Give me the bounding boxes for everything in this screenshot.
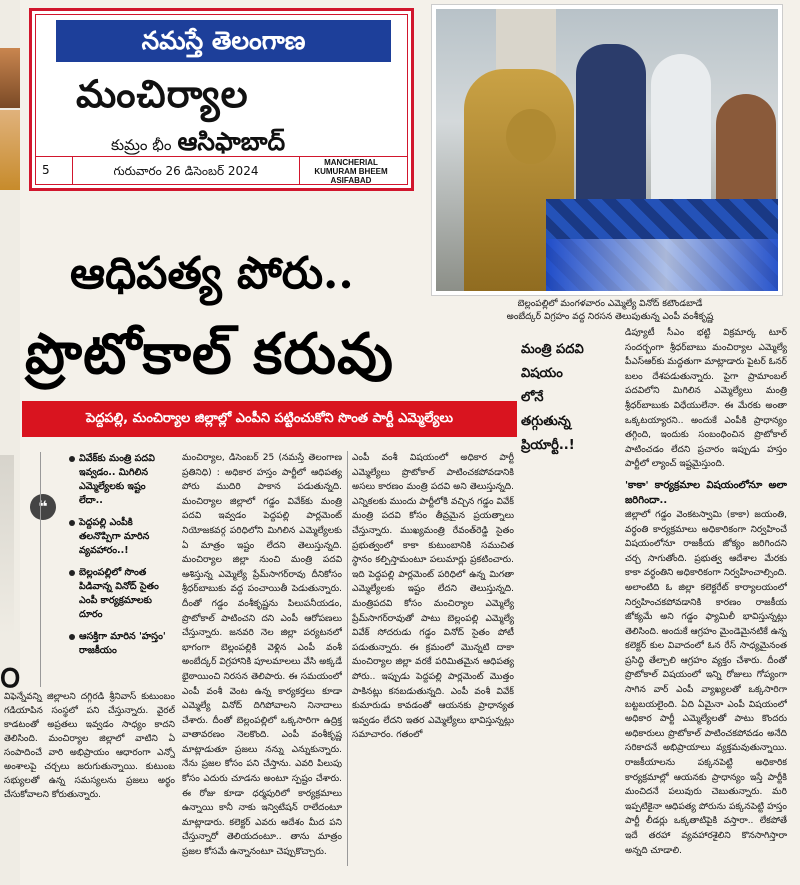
article-column-2 xyxy=(352,451,514,866)
caption-line: బెల్లంపల్లిలో మంగళవారం ఎమ్మెల్యే వినోద్ కటౌండబాడే xyxy=(517,299,703,309)
news-photo xyxy=(432,5,782,295)
edition-date: గురువారం 26 డిసెంబర్ 2024 xyxy=(72,157,300,185)
paper-name: నమస్తే తెలంగాణ xyxy=(56,20,391,62)
english-label-line: MANCHERIAL xyxy=(324,158,378,167)
article-paragraph: డిప్యూటీ సీఎం భట్టి విక్రమార్క టూర్ సందర్భంగా శ్రీధర్‌బాబు మంచిర్యాల ఎమ్మెల్యే పీఎస్‌ఆర్‌కు మద్దతుగా మాట్లాడారు పైటర్ ఓనర్ బలం దేశపడుతున్నారు. పైగా ప్రామాంబల్ పదవిలోని మిగిలిన ఎమ్మెల్యేలు మంత్రి శ్రీధర్‌బాబుకు విధేయులేనా. ఈ మేరకు అంతా ఒక్కటయ్యారని.. అందుకే ఎంపీకి ప్రాధాన్యం తగ్గింది, ఇందుకు సంబంధించిన ప్రొటోకాల్ పాటించడం లేదని ప్రచారం ఇప్పుడు హస్తం పార్టీలో ల్యాంచ్ ఇష్టమైస్తుంది. xyxy=(625,328,787,470)
side-note-line: ప్రియార్టీ..! xyxy=(521,438,575,453)
adjacent-photo xyxy=(0,110,20,190)
masthead-frame xyxy=(35,14,408,185)
highlight-item: బెల్లంపల్లిలో సొంత పిడివాన్న వినోద్ సైతం ఎంపీ కార్యక్రమాలకు దూరం xyxy=(69,566,170,622)
masthead-info-bar xyxy=(36,156,407,184)
article-paragraph: విఫెన్నేవన్ని జిల్లాలని దగ్గిరడి శ్రీనివాస్ కుటుంబం గడియాపిన సంస్థలో పని చేస్తున్నారు. వైరల్ కాడటంతో అప్రతలు ఇవ్వడం సాధ్యం కాదని తెలిసింది. మంచిర్యాల జిల్లాలో వాటిని ఏ సంపాదించే వారి అభిప్రాయం ఆధారంగా ఎన్నో అంశాలపై చర్చలు జరుగుతున్నాయి. కుటుంబ సభ్యులతో ఉన్న సమస్యలను ప్రజలు అర్థం చేసుకోవాలని కోరుతున్నారు. xyxy=(4,692,175,800)
article-paragraph: మంచిర్యాల, డిసెంబర్ 25 (నమస్తే తెలంగాణ ప్రతినిధి) : అధికార హస్తం పార్టీలో ఆధిపత్య పోరు ముదిరి పాకాన పడుతున్నది. మంచిర్యాల జిల్లాలో గడ్డం వివేక్‌కు మంత్రి పదవి ఇవ్వడం పెద్దపల్లి పార్లమెంట్ నియోజకవర్గ పరిధిలోని మిగిలిన ఎమ్మెల్యేలకు ఏ మాత్రం ఇష్టం లేదని తెలుస్తున్నది. మంచిర్యాల జిల్లా నుంచి మంత్రి పదవి ఆశిస్తున్న ఎమ్మెల్యే ప్రేమ్‌సాగర్‌రావు దీనికోసం శ్రీధర్‌బాబుకు వద్ద పంచాయితీ పెడుతున్నారు. దీంతో గడ్డం వంశీకృష్ణను పిలుపనీయడం, ప్రొటోకాల్ పాటించని దని ఎంపీ ఆరోపణలు చేస్తున్నారు. జనవరి నెల జిల్లా పర్యటనలో భాగంగా బెల్లంపల్లికి వెళ్లిన ఎంపీ వంశీ అంబేద్కర్ విగ్రహానికి పూలమాలలు వేసి అక్కడే భైఠాయించి నిరసన తెలిపారు. ఈ సమయంలో ఎంపీ వంశీ వెంట ఉన్న కార్యకర్తలు కూడా ఎమ్మెల్యే వినోద్ దిగిపోవాలని నినాదాలు చేశారు. దీంతో బెల్లంపల్లిలో ఒక్కసారిగా ఉద్రిక్త వాతావరణం నెలకొంది. ఎంపీ వంశీకృష్ణ మాట్లాడుతూ ప్రజలు నన్ను ఎన్నుకున్నారు. నేను ప్రజల కోసం పని చేస్తాను. ఎవరి పిలుపు కోసం ఎదురు చూడను అంటూ స్పష్టం చేశారు. ఈ రోజు కూడా ధర్మపురిలో కార్యక్రమాలు ఉన్నాయి కానీ నాకు ఇన్విటేషన్ రాలేదంటూ మాట్లాడారు. కలెక్టర్ ఎవరు ఆదేశం మీద పని చేస్తున్నారో తెలియదంటూ.. తాను మాత్రం ప్రజల కోసమే ఉన్నానంటూ చెప్పుకొచ్చారు. xyxy=(182,453,342,858)
subheadline-band: పెద్దపల్లి, మంచిర్యాల జిల్లాల్లో ఎంపీని పట్టించుకోని సొంత పార్టీ ఎమ్మెల్యేలు xyxy=(22,401,517,437)
article-paragraph: జిల్లాలో గడ్డం వెంకటస్వామి (కాకా) జయంతి, వర్ధంతి కార్యక్రమాలు అధికారికంగా నిర్వహించే విషయంలోనూ రాజకీయ జోక్యం జరిగిందని చర్చ సాగుతోంది. ప్రభుత్వ ఆదేశాల మేరకు కాకా వర్ధంతిని అధికారికంగా నిర్వహించాల్సింది. అలాంటిది ఓ జిల్లా కలెక్టరేట్ కార్యాలయంలో నిర్వహించకపోవడానికి కారణం రాజకీయ జోక్యమే అని గడ్డం ఫ్యామిలీ భావిస్తున్నట్లు తెలిసింది. అందుకే ఆగ్రహం మైండెమైనటికే ఉన్న కలెక్టర్ కుల వివాదంలో ఓన రేస్ సాధ్యమైనంత ప్రసిద్ధి తేల్చాలి ఆగ్రహం వ్యక్తం చేశారు. దీంతో ప్రొటోకాల్ విషయంలో ఇన్ని రోజులు గోప్యంగా సాగిన వార్ ఎంపీ వ్యాఖ్యలతో ఒక్కసారిగా బట్టబయలైంది. ఏది ఏమైనా ఎంపీ విషయంలో అధికార పార్టీ ఎమ్మెల్యేలతో పాటు కొందరు అధికారులు ప్రొటోకాల్ పాటించకపోవడం అనేది సరికాదనే అభిప్రాయాలు వ్యక్తమవుతున్నాయి. రాజకీయాలను పక్కనపెట్టి అధికారిక కార్యక్రమాల్లో ఆయనకు ప్రాధాన్యం ఇస్తే పార్టీకి మంచిదనే పలువురు చెబుతున్నారు. మరి ఇప్పటికైనా ఆధిపత్య పోరును పక్కనపెట్టి హస్తం పార్టీ లీడర్లు ఒక్కతాటిపైకి వస్తారా.. లేకపోతే ఇదే తరహా వ్యవహారశైలిని కొనసాగిస్తారా అన్నది చూడాలి. xyxy=(625,509,787,856)
side-note-line: తగ్గుతున్న xyxy=(521,414,571,429)
photo-flags xyxy=(546,239,782,295)
district-name: మంచిర్యాల xyxy=(76,71,249,116)
article-column-1 xyxy=(182,451,342,866)
side-note-line: లోనే xyxy=(521,390,544,405)
article-paragraph: ఎంపీ వంశీ విషయంలో అధికార పార్టీ ఎమ్మెల్యేలు ప్రొటోకాల్ పాటించకపోవడానికి అసలు కారణం మంత్రి పదవి అని తెలుస్తున్నది. ఎన్నికలకు ముందు పార్టీలోకి వచ్చిన గడ్డం వివేక్ మంత్రి పదవి కోసం తీవ్రమైన ప్రయత్నాలు చేస్తున్నారు. ముఖ్యమంత్రి రేవంత్‌రెడ్డి సైతం ప్రభుత్వంలో కాకా కుటుంబానికి సముచిత స్థానం కల్పిస్తామంటూ పలుమార్లు ప్రకటించారు. ఇది పెద్దపల్లి పార్లమెంట్ పరిధిలో ఉన్న మిగతా ఎమ్మెల్యేలకు ఇష్టం లేదని తెలుస్తున్నది. మంత్రిపదవి కోసం మంచిర్యాల ఎమ్మెల్యే ప్రేమ్‌సాగర్‌రావుతో పాటు బెల్లంపల్లి ఎమ్మెల్యే వివేక్ సోదరుడు గడ్డం వినోద్ సైతం పోటీ పడుతున్నారు. ఈ క్రమంలో మొన్నటి దాకా మంచిర్యాల జిల్లా వరకే పరిమితమైన ఆధిపత్య పోరు.. ఇప్పుడు పెద్దపల్లి పార్లమెంట్ మొత్తం పాకినట్లు కనబడుతున్నది. ఎంపీ వంశీ వివేక్ కుమారుడు కావడంతో ఆయనకు ప్రాధాన్యత ఇవ్వడం లేదని ఇతర ఎమ్మెల్యేలు భావిస్తున్నట్లు సమాచారం. గతంలో xyxy=(352,453,514,741)
adjacent-photo xyxy=(0,48,20,108)
highlight-item: పెద్దపల్లి ఎంపీకి తలనొప్పిగా మారిన వ్యవహారం..! xyxy=(69,516,170,558)
sub-district-prefix: కుమ్రం భీం xyxy=(111,136,172,154)
english-edition-label xyxy=(301,158,401,185)
english-label-line: KUMURAM BHEEM xyxy=(314,167,388,176)
masthead xyxy=(29,8,414,191)
side-note-line: విషయం xyxy=(521,366,563,381)
article-column-right xyxy=(625,326,787,876)
caption-line: అంబేద్కర్ విగ్రహం వద్ద నిరసన తెలుపుతున్న ఎంపీ వంశీకృష్ణ xyxy=(506,312,714,322)
quote-icon: ❝ xyxy=(30,494,56,520)
headline-side-note xyxy=(521,338,621,458)
adjacent-page-strip xyxy=(0,455,14,635)
headline-secondary: ప్రొటోకాల్ కరువు xyxy=(25,321,394,387)
highlight-item: ఆసక్తిగా మారిన 'హస్తం' రాజకీయం xyxy=(69,630,170,658)
column-divider xyxy=(347,451,348,866)
highlights-box xyxy=(40,452,170,687)
headline-primary: ఆధిపత్య పోరు.. xyxy=(70,248,354,299)
highlight-item: వివేక్‌కు మంత్రి పదవి ఇవ్వడం.. మిగిలిన ఎమ్మెల్యేలకు ఇష్టం లేదా.. xyxy=(69,452,170,508)
side-note-line: మంత్రి పదవి xyxy=(521,342,584,357)
sub-district-name: ఆసిఫాబాద్ xyxy=(177,127,286,156)
adjacent-headline-fragment: ౦ xyxy=(0,660,21,695)
article-subheading: 'కాకా' కార్యక్రమాల విషయంలోనూ అలా జరిగిందా.. xyxy=(625,479,787,506)
photo-statue-head xyxy=(506,109,556,164)
english-label-line: ASIFABAD xyxy=(330,176,372,185)
page-number: 5 xyxy=(42,163,50,177)
adjacent-article-column xyxy=(0,690,175,885)
